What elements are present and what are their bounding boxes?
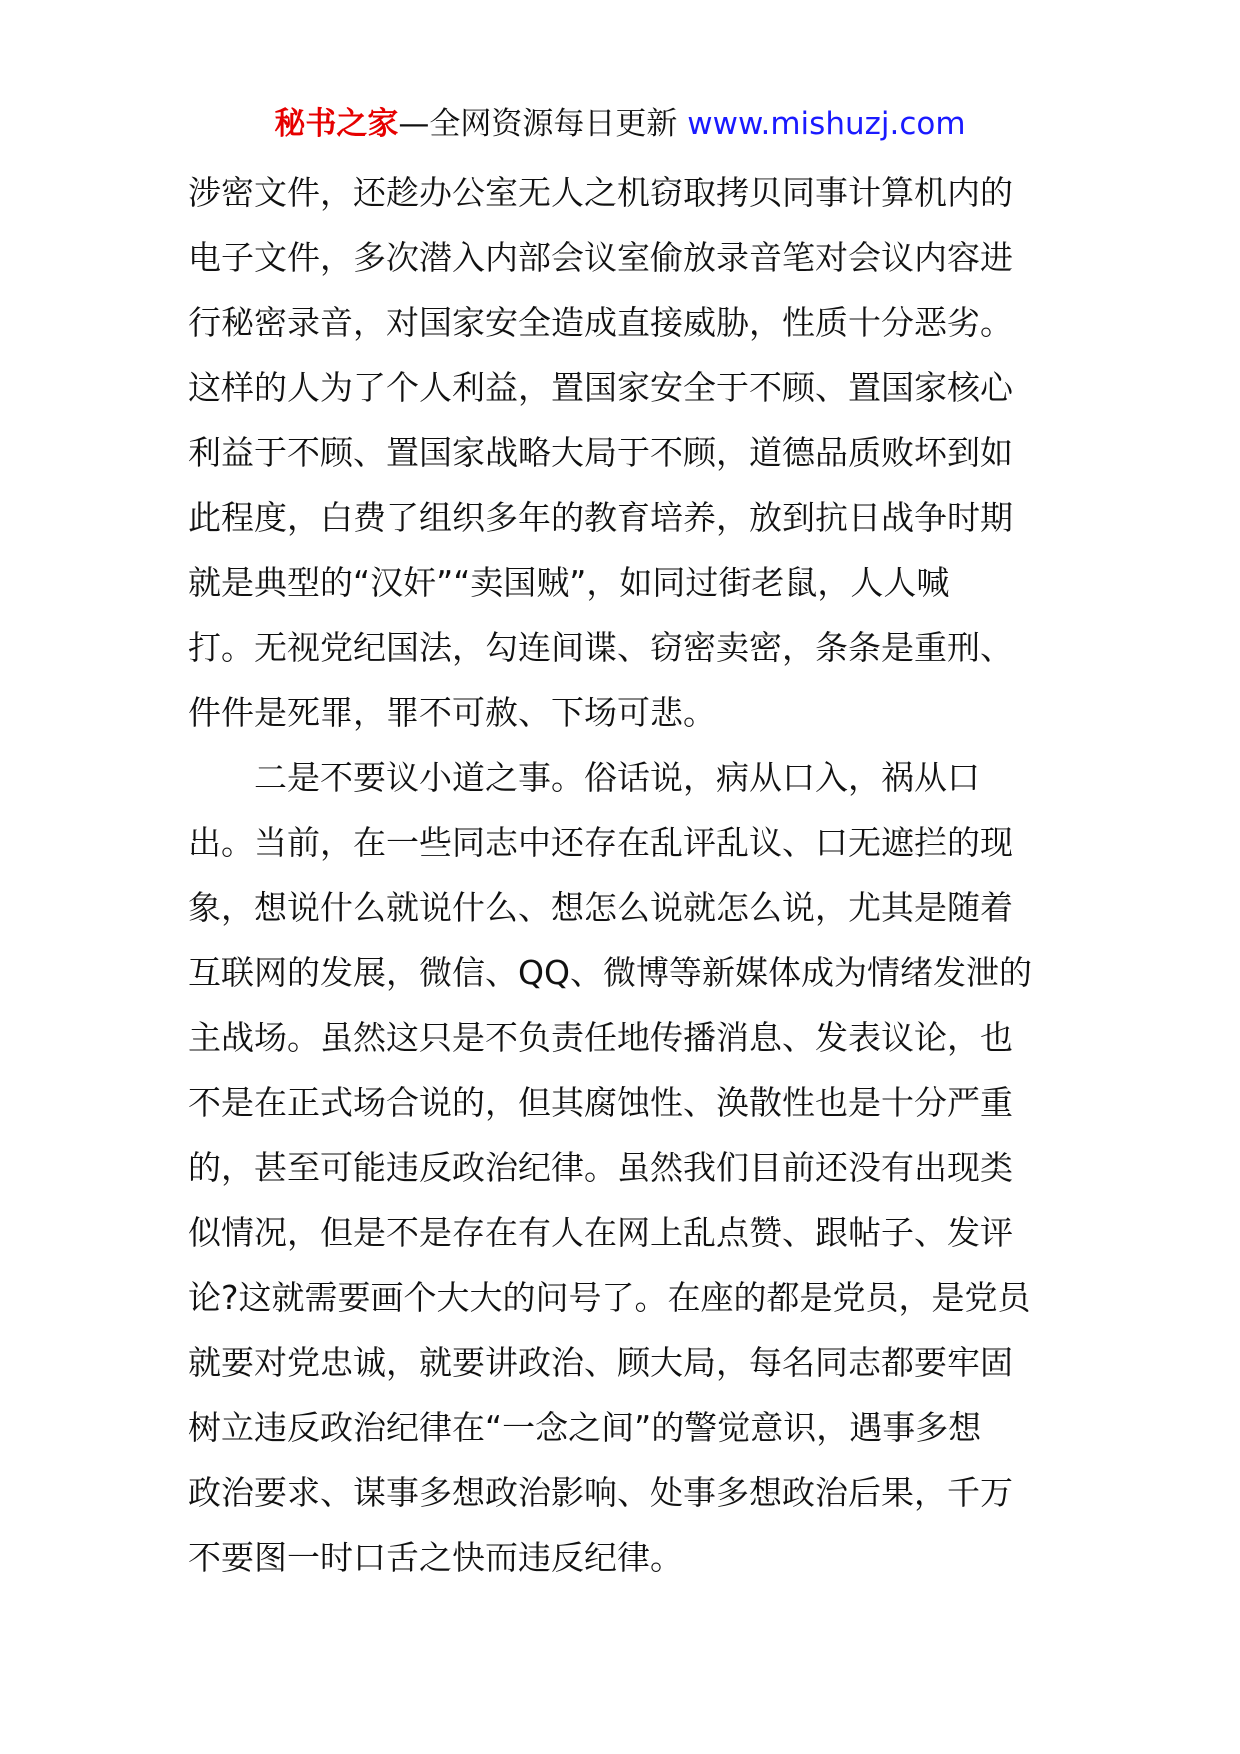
text-line: 不是在正式场合说的，但其腐蚀性、涣散性也是十分严重 [188, 1083, 1013, 1122]
text-line: 打。无视党纪国法，勾连间谍、窃密卖密，条条是重刑、 [188, 628, 1013, 667]
text-line: 就是典型的“汉奸”“卖国贼”，如同过街老鼠，人人喊 [188, 563, 950, 602]
text-line: 主战场。虽然这只是不负责任地传播消息、发表议论，也 [188, 1018, 1013, 1057]
text-line: 这样的人为了个人利益，置国家安全于不顾、置国家核心 [188, 368, 1013, 407]
site-tagline: —全网资源每日更新 [398, 106, 678, 142]
text-line: 似情况，但是不是存在有人在网上乱点赞、跟帖子、发评 [188, 1213, 1013, 1252]
text-line: 行秘密录音，对国家安全造成直接威胁，性质十分恶劣。 [188, 303, 1013, 342]
text-line: 电子文件，多次潜入内部会议室偷放录音笔对会议内容进 [188, 238, 1013, 277]
text-line: 的，甚至可能违反政治纪律。虽然我们目前还没有出现类 [188, 1148, 1013, 1187]
text-line: 利益于不顾、置国家战略大局于不顾，道德品质败坏到如 [188, 433, 1013, 472]
text-line: 象，想说什么就说什么、想怎么说就怎么说，尤其是随着 [188, 888, 1013, 927]
text-line: 政治要求、谋事多想政治影响、处事多想政治后果，千万 [188, 1473, 1013, 1512]
text-line: 此程度，白费了组织多年的教育培养，放到抗日战争时期 [188, 498, 1013, 537]
text-line: 树立违反政治纪律在“一念之间”的警觉意识，遇事多想 [188, 1408, 982, 1447]
document-body [188, 160, 1068, 1590]
text-line: 件件是死罪，罪不可赦、下场可悲。 [188, 693, 716, 732]
site-name: 秘书之家 [274, 106, 399, 142]
paragraph-start-line: 二是不要议小道之事。俗话说，病从口入，祸从口 [188, 758, 980, 797]
text-line: 不要图一时口舌之快而违反纪律。 [188, 1538, 683, 1577]
text-line: 论?这就需要画个大大的问号了。在座的都是党员，是党员 [188, 1278, 1031, 1317]
text-line: 互联网的发展，微信、QQ、微博等新媒体成为情绪发泄的 [188, 953, 1032, 992]
site-url-link[interactable]: www.mishuzj.com [687, 106, 966, 142]
text-line: 出。当前，在一些同志中还存在乱评乱议、口无遮拦的现 [188, 823, 1013, 862]
text-line: 涉密文件，还趁办公室无人之机窃取拷贝同事计算机内的 [188, 173, 1013, 212]
text-line: 就要对党忠诚，就要讲政治、顾大局，每名同志都要牢固 [188, 1343, 1013, 1382]
page-header [0, 102, 1240, 146]
